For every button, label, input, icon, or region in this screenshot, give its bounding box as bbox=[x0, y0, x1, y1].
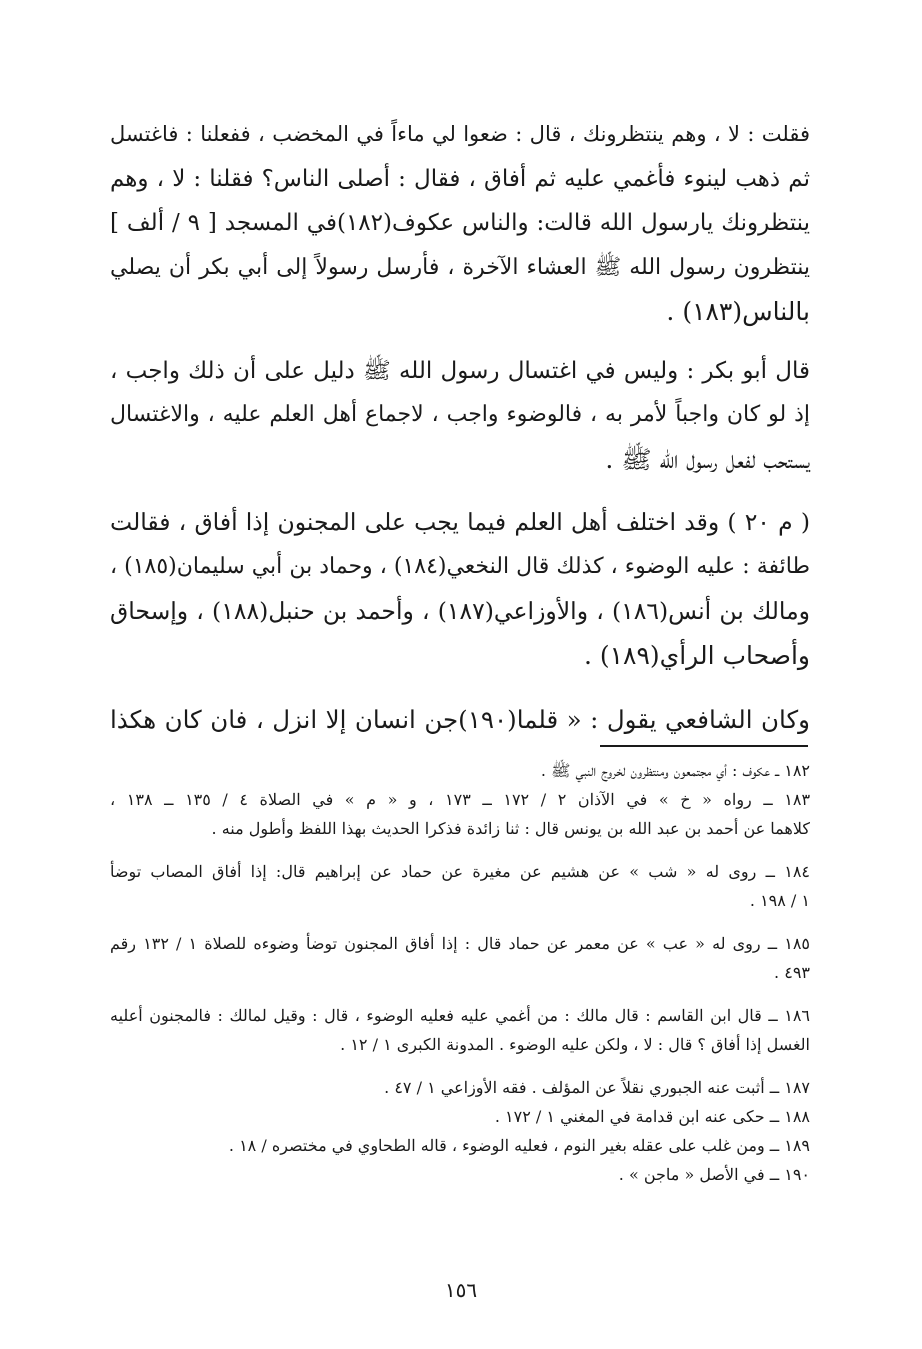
footnote-184: ١٨٤ ــ روى له « شب » عن هشيم عن مغيرة عن حماد عن إبراهيم قال: إذا أفاق المصاب توضأ bbox=[110, 862, 810, 881]
paragraph-3 bbox=[110, 500, 810, 678]
text-line: بالناس(١٨٣) . bbox=[666, 297, 810, 326]
text-line: ( م ٢٠ ) وقد اختلف أهل العلم فيما يجب على المجنون إذا أفاق ، فقالت bbox=[110, 508, 810, 536]
footnote-188: ١٨٨ ــ حكى عنه ابن قدامة في المغني ١ / ١٧٢ . bbox=[494, 1107, 810, 1126]
footnote-187: ١٨٧ ــ أثبت عنه الجبوري نقلاً عن المؤلف . فقه الأوزاعي ١ / ٤٧ . bbox=[384, 1078, 810, 1097]
footnote-183: ١٨٣ ــ رواه « خ » في الآذان ٢ / ١٧٢ ــ ١٧٣ ، و « م » في الصلاة ٤ / ١٣٥ ــ ١٣٨ ، bbox=[110, 790, 811, 809]
text-line: وأصحاب الرأي(١٨٩) . bbox=[583, 640, 810, 670]
text-line: قال أبو بكر : وليس في اغتسال رسول الله ﷺ دليل على أن ذلك واجب ، bbox=[110, 357, 810, 384]
text-line: ينتظرون رسول الله ﷺ العشاء الآخرة ، فأرسل رسولاً إلى أبي بكر أن يصلي bbox=[110, 254, 810, 280]
footnote-186-continued: الغسل إذا أفاق ؟ قال : لا ، ولكن عليه الوضوء . المدونة الكبرى ١ / ١٢ . bbox=[340, 1035, 810, 1054]
text-line: وكان الشافعي يقول : « قلما(١٩٠)جن انسان إلا انزل ، فان كان هكذا bbox=[110, 705, 810, 734]
footnote-divider bbox=[600, 745, 808, 747]
paragraph-1 bbox=[110, 112, 810, 335]
page-number: ١٥٦ bbox=[444, 1278, 478, 1302]
text-line: فقلت : لا ، وهم ينتظرونك ، قال : ضعوا لي ماءاً في المخضب ، ففعلنا : فاغتسل bbox=[110, 122, 810, 146]
text-line: ومالك بن أنس(١٨٦) ، والأوزاعي(١٨٧) ، وأحمد بن حنبل(١٨٨) ، وإسحاق bbox=[110, 597, 811, 625]
footnote-186: ١٨٦ ــ قال ابن القاسم : قال مالك : من أغمي عليه فعليه الوضوء ، قال : وقيل لمالك : فالمجنون أعليه bbox=[110, 1006, 811, 1025]
footnote-185: ١٨٥ ــ روى له « عب » عن معمر عن حماد قال : إذا أفاق المجنون توضأ وضوءه للصلاة ١ / ١٣٢ رقم bbox=[110, 934, 811, 953]
footnote-183-continued: كلاهما عن أحمد بن عبد الله بن يونس قال : ثنا زائدة فذكرا الحديث بهذا اللفظ وأطول منه . bbox=[211, 819, 810, 838]
text-line: يستحب لفعل رسول الله ﷺ . bbox=[605, 444, 810, 474]
footnote-184-continued: ١ / ١٩٨ . bbox=[749, 891, 810, 910]
paragraph-2 bbox=[110, 349, 810, 483]
footnotes bbox=[110, 756, 810, 1189]
text-line: ينتظرونك يارسول الله قالت: والناس عكوف(١٨٢)في المسجد [ ٩ / ألف ] bbox=[110, 210, 810, 236]
footnote-182: ١٨٢ ــ عكوف : أي مجتمعون ومنتظرون لخروج النبي ﷺ . bbox=[540, 761, 810, 780]
text-line: ثم ذهب لينوء فأغمي عليه ثم أفاق ، فقال : أصلى الناس؟ فقلنا : لا ، وهم bbox=[110, 165, 810, 192]
footnote-189: ١٨٩ ــ ومن غلب على عقله بغير النوم ، فعليه الوضوء ، قاله الطحاوي في مختصره / ١٨ . bbox=[228, 1136, 810, 1155]
footnote-190: ١٩٠ ــ في الأصل « ماجن » . bbox=[618, 1165, 810, 1184]
main-text bbox=[110, 112, 810, 761]
text-line: إذ لو كان واجباً لأمر به ، فالوضوء واجب ، لاجماع أهل العلم عليه ، والاغتسال bbox=[110, 402, 810, 427]
footnote-185-continued: ٤٩٣ . bbox=[774, 963, 810, 982]
text-line: طائفة : عليه الوضوء ، كذلك قال النخعي(١٨٤) ، وحماد بن أبي سليمان(١٨٥) ، bbox=[110, 553, 810, 579]
paragraph-4 bbox=[110, 698, 810, 743]
